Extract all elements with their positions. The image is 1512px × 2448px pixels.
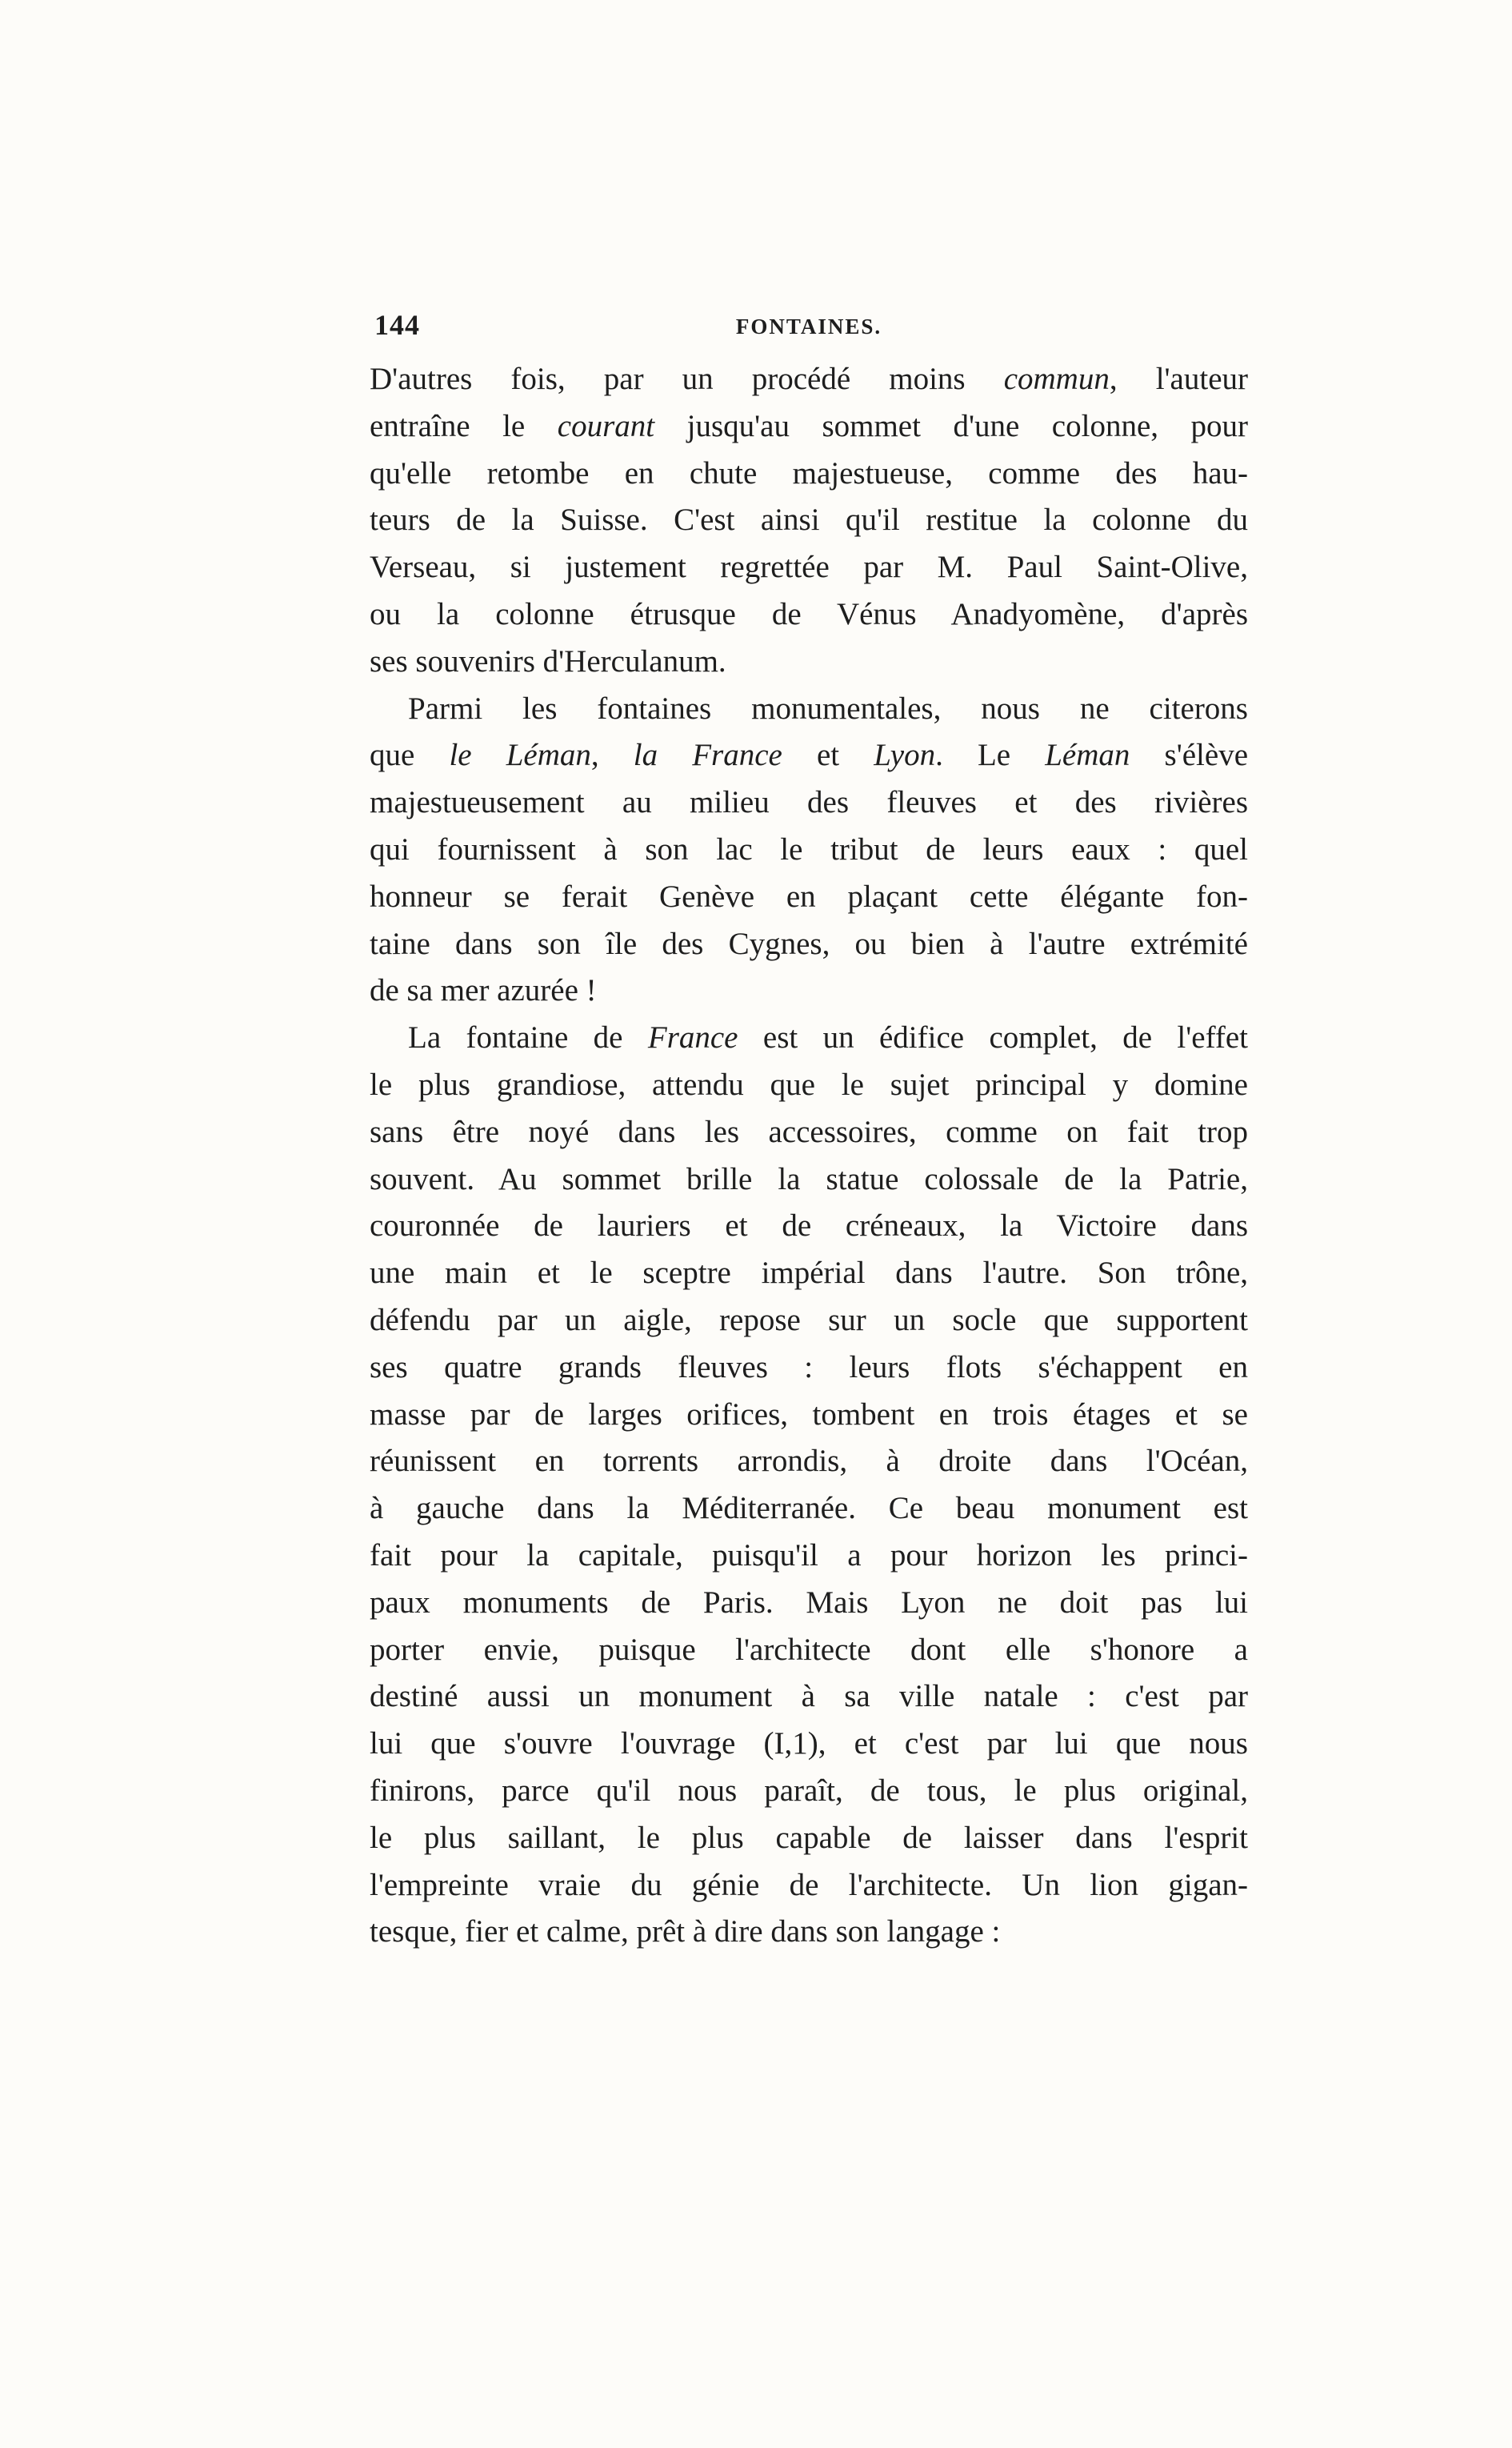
text-line (370, 1392, 1248, 1439)
text-run: majestueusement au milieu des fleuves et des rivières (370, 785, 1248, 820)
text-line (370, 1533, 1248, 1580)
text-run: réunissent en torrents arrondis, à droite dans l'Océan, (370, 1444, 1248, 1479)
text-line (370, 779, 1248, 827)
text-line (370, 1768, 1248, 1815)
text-run: une main et le sceptre impérial dans l'autre. Son trône, (370, 1256, 1248, 1291)
text-run: . Le (935, 738, 1046, 773)
text-line (370, 1015, 1248, 1062)
text-run: souvent. Au sommet brille la statue colossale de la Patrie, (370, 1161, 1248, 1196)
text-run: couronnée de lauriers et de créneaux, la Victoire dans (370, 1208, 1248, 1244)
text-run: masse par de larges orifices, tombent en trois étages et se (370, 1396, 1248, 1432)
text-run: porter envie, puisque l'architecte dont elle s'honore a (370, 1632, 1248, 1667)
text-line (370, 1815, 1248, 1862)
text-line (370, 1156, 1248, 1204)
text-run: , (590, 738, 634, 773)
text-run: jusqu'au sommet d'une colonne, pour (654, 408, 1248, 443)
text-run: qu'elle retombe en chute majestueuse, comme des hau- (370, 455, 1248, 491)
text-line (370, 1485, 1248, 1533)
text-line (370, 1627, 1248, 1674)
text-line (370, 874, 1248, 921)
text-line (370, 1862, 1248, 1909)
text-line (370, 544, 1248, 591)
text-line (370, 1344, 1248, 1392)
text-run: sans être noyé dans les accessoires, comme on fait trop (370, 1114, 1248, 1149)
text-run: le plus saillant, le plus capable de laisser dans l'esprit (370, 1820, 1248, 1855)
text-run: l'empreinte vraie du génie de l'architecte. Un lion gigan- (370, 1867, 1248, 1902)
text-line (370, 1250, 1248, 1297)
page-number: 144 (374, 309, 420, 341)
text-run: et (782, 738, 874, 773)
body-text (370, 356, 1248, 1956)
text-run: fait pour la capitale, puisqu'il a pour horizon les princi- (370, 1537, 1248, 1573)
text-line (370, 1203, 1248, 1250)
text-run: s'élève (1130, 738, 1248, 773)
text-line (370, 1673, 1248, 1721)
text-run: est un édifice complet, de l'effet (738, 1020, 1248, 1056)
text-run: D'autres fois, par un procédé moins (370, 362, 1004, 396)
text-run: à gauche dans la Méditerranée. Ce beau monument est (370, 1491, 1248, 1526)
text-line (370, 451, 1248, 498)
italic-run: commun (1003, 362, 1110, 396)
book-page (370, 308, 1248, 1956)
text-line (370, 1062, 1248, 1109)
text-line (370, 1438, 1248, 1485)
text-line (370, 921, 1248, 968)
text-run: honneur se ferait Genève en plaçant cette élégante fon- (370, 879, 1248, 914)
text-line (370, 497, 1248, 544)
text-run: destiné aussi un monument à sa ville natale : c'est par (370, 1679, 1248, 1714)
text-line (370, 827, 1248, 874)
running-head (370, 308, 1248, 356)
italic-run: la France (633, 738, 782, 773)
text-run: , l'auteur (1109, 362, 1248, 396)
text-run: teurs de la Suisse. C'est ainsi qu'il restitue la colonne du (370, 503, 1248, 538)
text-run: tesque, fier et calme, prêt à dire dans son langage : (370, 1914, 1001, 1949)
text-line (370, 686, 1248, 733)
text-run: finirons, parce qu'il nous paraît, de tous, le plus original, (370, 1773, 1248, 1808)
text-run: lui que s'ouvre l'ouvrage (I,1), et c'est par lui que nous (370, 1726, 1248, 1761)
text-line (370, 403, 1248, 451)
text-run: paux monuments de Paris. Mais Lyon ne doit pas lui (370, 1585, 1248, 1620)
text-run: Parmi les fontaines monumentales, nous ne citerons (408, 691, 1248, 726)
text-run: le plus grandiose, attendu que le sujet principal y domine (370, 1067, 1248, 1102)
text-run: qui fournissent à son lac le tribut de leurs eaux : quel (370, 831, 1248, 867)
text-run: de sa mer azurée ! (370, 973, 597, 1008)
text-run: Verseau, si justement regrettée par M. Paul Saint-Olive, (370, 550, 1248, 585)
text-line (370, 732, 1248, 779)
italic-run: le Léman (449, 738, 591, 773)
text-line (370, 1580, 1248, 1627)
text-run: que (370, 738, 450, 773)
text-line (370, 968, 1248, 1015)
text-run: défendu par un aigle, repose sur un socle que supportent (370, 1302, 1248, 1337)
text-run: La fontaine de (408, 1020, 648, 1056)
italic-run: Léman (1045, 738, 1130, 773)
text-line (370, 591, 1248, 639)
italic-run: France (647, 1020, 738, 1056)
text-line (370, 356, 1248, 403)
text-run: entraîne le (370, 408, 558, 443)
italic-run: courant (557, 408, 655, 443)
text-run: ou la colonne étrusque de Vénus Anadyomène, d'après (370, 596, 1248, 631)
text-run: ses quatre grands fleuves : leurs flots s'échappent en (370, 1349, 1248, 1384)
italic-run: Lyon (874, 738, 936, 773)
text-run: ses souvenirs d'Herculanum. (370, 643, 726, 679)
text-line (370, 1297, 1248, 1344)
text-line (370, 1909, 1248, 1956)
running-title: FONTAINES. (735, 315, 882, 339)
text-line (370, 1109, 1248, 1156)
text-run: taine dans son île des Cygnes, ou bien à l'autre extrémité (370, 926, 1248, 961)
text-line (370, 639, 1248, 686)
text-line (370, 1721, 1248, 1768)
